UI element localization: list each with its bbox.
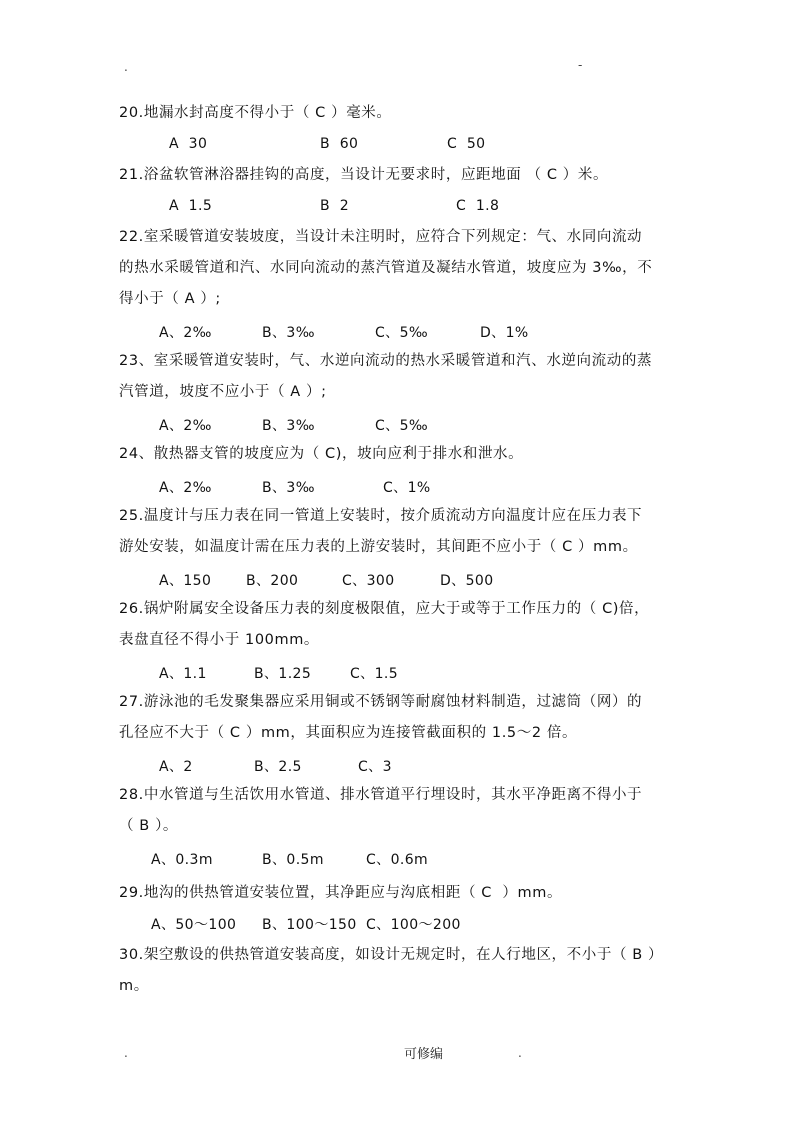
question-22-option-c: C、5‰ — [375, 325, 429, 341]
question-25-option-d: D、500 — [440, 573, 494, 589]
footer-label: 可修编 — [404, 1047, 444, 1062]
question-22-line-2: 的热水采暖管道和汽、水同向流动的蒸汽管道及凝结水管道，坡度应为 3‰，不 — [119, 260, 653, 276]
question-20-option-c: C 50 — [447, 136, 486, 152]
question-22-option-a: A、2‰ — [159, 325, 212, 341]
question-28-option-b: B、0.5m — [262, 852, 324, 868]
question-29-line-1: 29.地沟的供热管道安装位置，其净距应与沟底相距（ C ）mm。 — [119, 885, 563, 901]
question-27-line-1: 27.游泳池的毛发聚集器应采用铜或不锈钢等耐腐蚀材料制造，过滤筒（网）的 — [119, 694, 643, 710]
question-26-option-c: C、1.5 — [350, 666, 399, 682]
question-28-option-c: C、0.6m — [366, 852, 429, 868]
question-21-option-a: A 1.5 — [169, 198, 213, 214]
question-22-option-b: B、3‰ — [262, 325, 315, 341]
question-22-line-1: 22.室采暖管道安装坡度，当设计未注明时，应符合下列规定：气、水同向流动 — [119, 229, 643, 245]
question-26-line-1: 26.锅炉附属安全设备压力表的刻度极限值，应大于或等于工作压力的（ C)倍， — [119, 601, 650, 617]
footer-left-mark: . — [124, 1046, 128, 1060]
question-28-line-2: （ B ）。 — [119, 818, 179, 834]
question-24-option-b: B、3‰ — [262, 480, 315, 496]
question-25-option-a: A、150 — [159, 573, 212, 589]
question-26-option-a: A、1.1 — [159, 666, 207, 682]
question-21-option-c: C 1.8 — [456, 198, 500, 214]
question-22-option-d: D、1% — [480, 325, 529, 341]
question-22-line-3: 得小于（ A ）; — [119, 291, 221, 307]
question-29-option-a: A、50～100 — [151, 917, 237, 933]
question-26-line-2: 表盘直径不得小于 100mm。 — [119, 632, 320, 648]
question-27-option-a: A、2 — [159, 759, 193, 775]
question-27-line-2: 孔径应不大于（ C ）mm，其面积应为连接管截面积的 1.5～2 倍。 — [119, 725, 578, 741]
header-right-mark: - — [578, 58, 583, 72]
question-30-line-1: 30.架空敷设的供热管道安装高度，如设计无规定时，在人行地区，不小于（ B ） — [119, 947, 664, 963]
footer-right-mark: . — [518, 1046, 522, 1060]
question-20-line-1: 20.地漏水封高度不得小于（ C ）毫米。 — [119, 105, 392, 121]
question-25-option-c: C、300 — [342, 573, 395, 589]
question-24-line-1: 24、散热器支管的坡度应为（ C)，坡向应利于排水和泄水。 — [119, 446, 524, 462]
header-left-mark: . — [124, 60, 128, 74]
question-25-line-1: 25.温度计与压力表在同一管道上安装时，按介质流动方向温度计应在压力表下 — [119, 508, 643, 524]
question-27-option-c: C、3 — [358, 759, 392, 775]
question-28-line-1: 28.中水管道与生活饮用水管道、排水管道平行埋设时，其水平净距离不得小于 — [119, 787, 643, 803]
question-29-option-b: B、100～150 — [262, 917, 357, 933]
question-21-line-1: 21.浴盆软管淋浴器挂钩的高度，当设计无要求时，应距地面 （ C ）米。 — [119, 167, 609, 183]
question-26-option-b: B、1.25 — [254, 666, 312, 682]
question-24-option-a: A、2‰ — [159, 480, 212, 496]
question-30-line-2: m。 — [119, 978, 149, 994]
question-20-option-b: B 60 — [320, 136, 359, 152]
question-23-option-c: C、5‰ — [375, 418, 429, 434]
question-27-option-b: B、2.5 — [254, 759, 302, 775]
question-20-option-a: A 30 — [169, 136, 208, 152]
question-23-line-1: 23、室采暖管道安装时，气、水逆向流动的热水采暖管道和汽、水逆向流动的蒸 — [119, 353, 653, 369]
question-25-option-b: B、200 — [246, 573, 299, 589]
question-23-option-a: A、2‰ — [159, 418, 212, 434]
question-23-option-b: B、3‰ — [262, 418, 315, 434]
question-25-line-2: 游处安装，如温度计需在压力表的上游安装时，其间距不应小于（ C ）mm。 — [119, 539, 638, 555]
question-21-option-b: B 2 — [320, 198, 350, 214]
question-24-option-c: C、1% — [383, 480, 431, 496]
question-23-line-2: 汽管道，坡度不应小于（ A ）; — [119, 384, 327, 400]
question-29-option-c: C、100～200 — [366, 917, 461, 933]
question-28-option-a: A、0.3m — [151, 852, 213, 868]
